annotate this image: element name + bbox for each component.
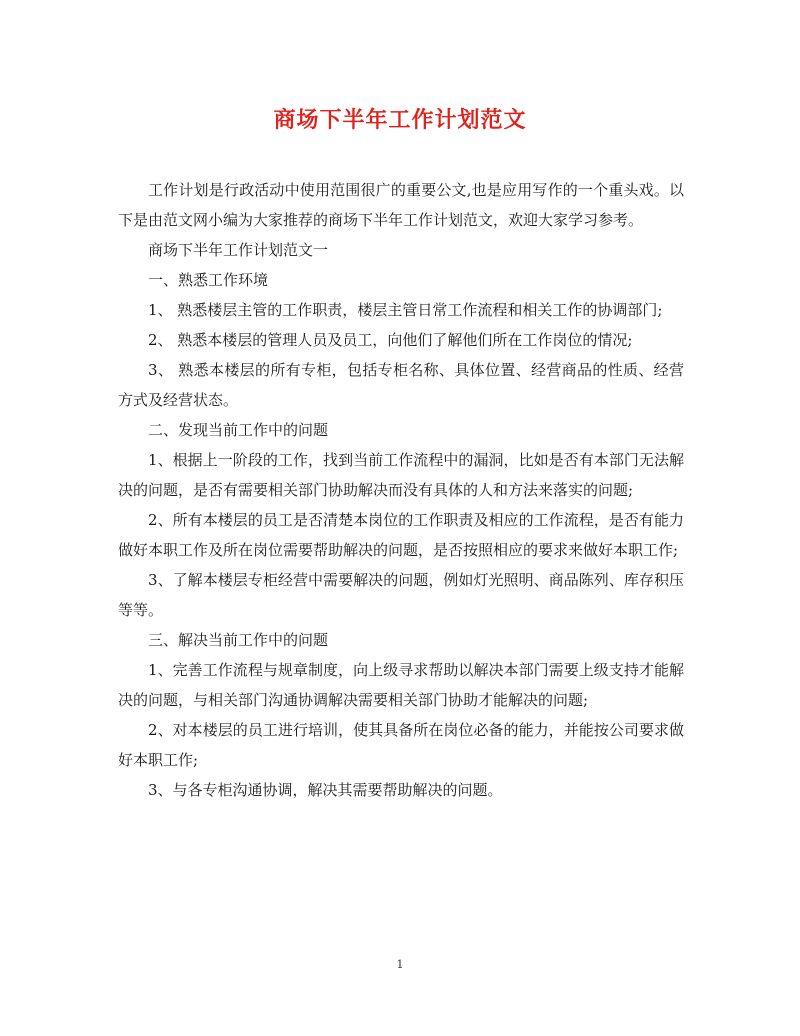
document-title: 商场下半年工作计划范文	[273, 107, 527, 133]
list-item: 1、 熟悉楼层主管的工作职责，楼层主管日常工作流程和相关工作的协调部门;	[148, 301, 663, 319]
list-item: 2、 熟悉本楼层的管理人员及员工，向他们了解他们所在工作岗位的情况;	[148, 331, 633, 349]
list-item: 3、了解本楼层专柜经营中需要解决的问题，例如灯光照明、商品陈列、库存积压等等。	[118, 571, 684, 619]
document-body	[118, 175, 684, 805]
section-heading-sample-one: 商场下半年工作计划范文一	[148, 241, 329, 259]
section-heading-2: 二、发现当前工作中的问题	[148, 421, 329, 439]
list-item: 1、完善工作流程与规章制度，向上级寻求帮助以解决本部门需要上级支持才能解决的问题，与相关部门沟通协调解决需要相关部门协助才能解决的问题;	[118, 661, 684, 709]
section-heading-3: 三、解决当前工作中的问题	[148, 631, 329, 649]
list-item: 1、根据上一阶段的工作，找到当前工作流程中的漏洞，比如是否有本部门无法解决的问题，是否有需要相关部门协助解决而没有具体的人和方法来落实的问题;	[118, 451, 684, 499]
section-heading-1: 一、熟悉工作环境	[148, 271, 269, 289]
intro-paragraph: 工作计划是行政活动中使用范围很广的重要公文,也是应用写作的一个重头戏。以下是由范文网小编为大家推荐的商场下半年工作计划范文，欢迎大家学习参考。	[118, 181, 684, 229]
list-item: 3、与各专柜沟通协调，解决其需要帮助解决的问题。	[148, 781, 503, 799]
list-item: 2、所有本楼层的员工是否清楚本岗位的工作职责及相应的工作流程，是否有能力做好本职工作及所在岗位需要帮助解决的问题，是否按照相应的要求来做好本职工作;	[118, 511, 684, 559]
list-item: 2、对本楼层的员工进行培训，使其具备所在岗位必备的能力，并能按公司要求做好本职工作;	[118, 721, 684, 769]
list-item: 3、 熟悉本楼层的所有专柜，包括专柜名称、具体位置、经营商品的性质、经营方式及经营状态。	[118, 361, 684, 409]
page-number: 1	[396, 958, 404, 971]
